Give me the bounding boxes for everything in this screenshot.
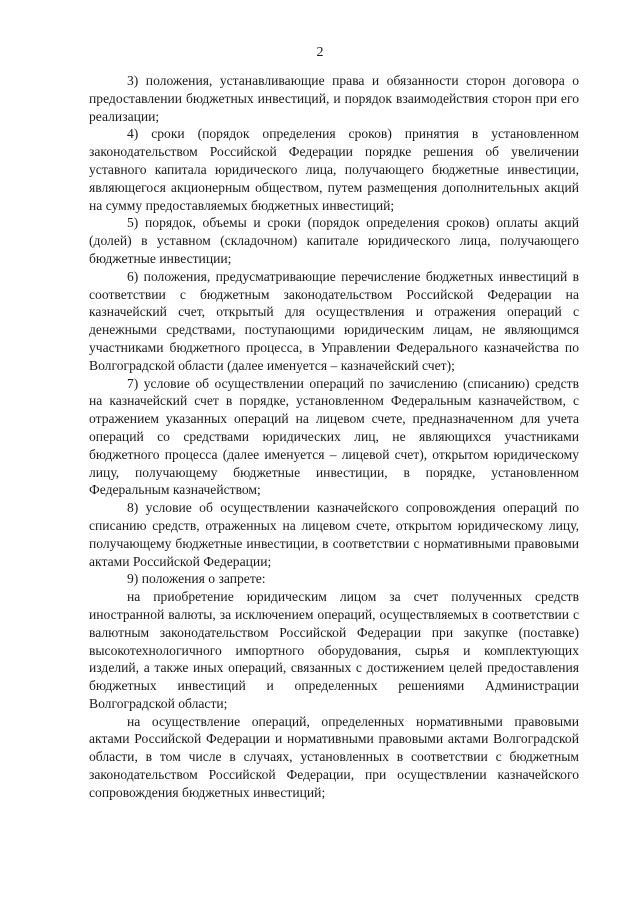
paragraph-item-5: 5) порядок, объемы и сроки (порядок определения сроков) оплаты акций (долей) в уставном (складочном) капитале юридического лица, получающего бюджетные инвестиции; xyxy=(89,215,579,266)
paragraph-item-4: 4) сроки (порядок определения сроков) принятия в установленном законодательством Российской Федерации порядке решения об увеличении уставного капитала юридического лица, получающего бюджетные инвестиции, являющегося акционерным обществом, путем размещения дополнительных акций на сумму предоставляемых бюджетных инвестиций; xyxy=(89,126,579,213)
paragraph-prohibition-operations: на осуществление операций, определенных нормативными правовыми актами Российской Федерации и нормативными правовыми актами Волгоградской области, в том числе в случаях, установленных в соответствии с бюджетным законодательством Российской Федерации, при осуществлении казначейского сопровождения бюджетных инвестиций; xyxy=(89,713,579,800)
paragraph-prohibition-currency: на приобретение юридическим лицом за счет полученных средств иностранной валюты, за исключением операций, осуществляемых в соответствии с валютным законодательством Российской Федерации при закупке (поставке) высокотехнологичного импортного оборудования, сырья и комплектующих изделий, а также иных операций, связанных с достижением целей предоставления бюджетных инвестиций и определенных решениями Администрации Волгоградской области; xyxy=(89,589,579,711)
paragraph-item-7: 7) условие об осуществлении операций по зачислению (списанию) средств на казначейский счет в порядке, установленном Федеральным казначейством, с отражением указанных операций на лицевом счете, предназначенном для учета операций со средствами юридических лиц, не являющихся участниками бюджетного процесса (далее именуется – лицевой счет), открытом юридическому лицу, получающему бюджетные инвестиции, в порядке, установленном Федеральным казначейством; xyxy=(89,375,579,498)
paragraph-item-6: 6) положения, предусматривающие перечисление бюджетных инвестиций в соответствии с бюджетным законодательством Российской Федерации на казначейский счет, открытый для осуществления и отражения операций с денежными средствами, поступающими юридическим лицам, не являющимся участниками бюджетного процесса, в Управлении Федерального казначейства по Волгоградской области (далее именуется – казначейский счет); xyxy=(89,268,579,373)
body-text xyxy=(89,72,579,802)
paragraph-item-8: 8) условие об осуществлении казначейского сопровождения операций по списанию средств, отраженных на лицевом счете, открытом юридическому лицу, получающему бюджетные инвестиции, в соответствии с нормативными правовыми актами Российской Федерации; xyxy=(89,500,579,569)
page-number: 2 xyxy=(316,45,324,60)
paragraph-item-9: 9) положения о запрете: xyxy=(127,571,266,587)
paragraph-item-3: 3) положения, устанавливающие права и обязанности сторон договора о предоставлении бюджетных инвестиций, и порядок взаимодействия сторон при его реализации; xyxy=(89,73,579,124)
